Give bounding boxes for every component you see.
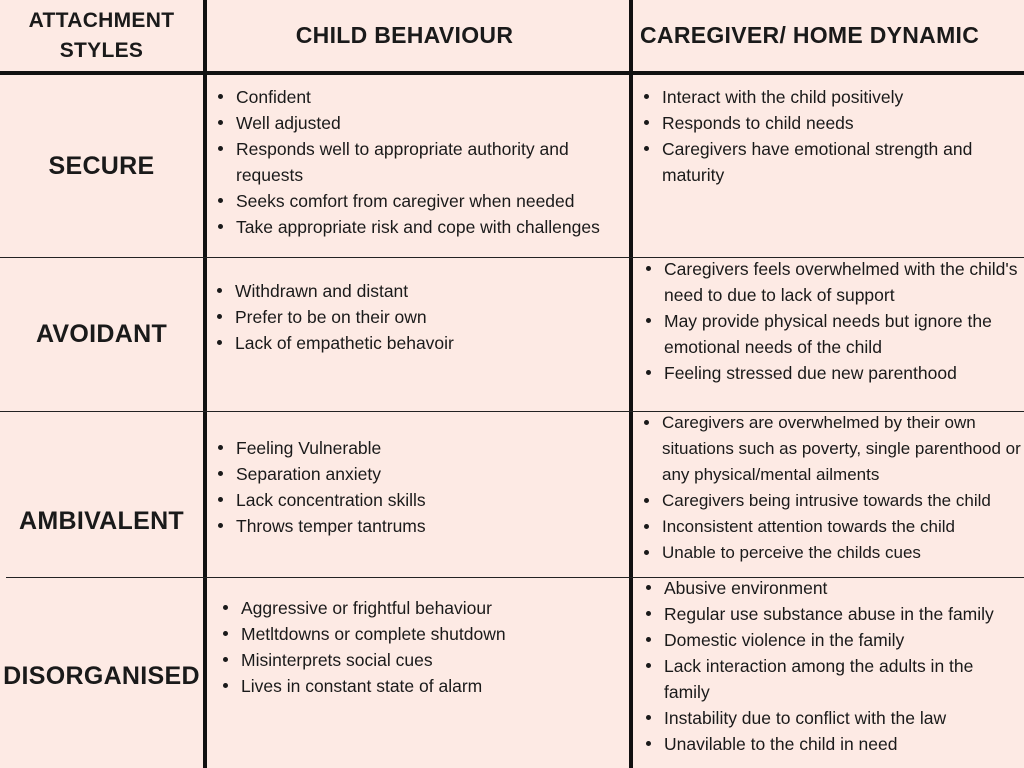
list-item: Lives in constant state of alarm: [220, 673, 625, 699]
list-item: Domestic violence in the family: [643, 627, 1013, 653]
list-item: Caregivers are overwhelmed by their own situations such as poverty, single parenthood or any physical/mental ailments: [641, 410, 1024, 488]
list-item: Responds to child needs: [641, 110, 1011, 136]
list-item: May provide physical needs but ignore the emotional needs of the child: [643, 308, 1019, 360]
list-item: Feeling Vulnerable: [215, 435, 627, 461]
disorganised-child-list: [220, 595, 625, 699]
list-item: Instability due to conflict with the law: [643, 705, 1013, 731]
row-label-avoidant: AVOIDANT: [35, 320, 168, 348]
avoidant-child-list: [214, 278, 626, 356]
list-item: Feeling stressed due new parenthood: [643, 360, 1019, 386]
secure-caregiver-list: [641, 84, 1011, 188]
header-child-behaviour: CHILD BEHAVIOUR: [295, 22, 514, 48]
list-item: Unable to perceive the childs cues: [641, 540, 1024, 566]
header-attachment-line1: ATTACHMENT: [28, 8, 175, 32]
row-label-disorganised: DISORGANISED: [3, 661, 200, 690]
avoidant-caregiver-list: [643, 256, 1019, 386]
list-item: Prefer to be on their own: [214, 304, 626, 330]
list-item: Well adjusted: [215, 110, 627, 136]
header-attachment-line2: STYLES: [59, 38, 144, 62]
list-item: Interact with the child positively: [641, 84, 1011, 110]
list-item: Lack concentration skills: [215, 487, 627, 513]
list-item: Caregivers have emotional strength and maturity: [641, 136, 1011, 188]
header-attachment-styles: [0, 0, 203, 71]
column-divider: [203, 0, 207, 768]
list-item: Metltdowns or complete shutdown: [220, 621, 625, 647]
list-item: Throws temper tantrums: [215, 513, 627, 539]
ambivalent-caregiver-list: [641, 410, 1024, 566]
list-item: Regular use substance abuse in the family: [643, 601, 1013, 627]
ambivalent-child-list: [215, 435, 627, 539]
row-label-ambivalent: AMBIVALENT: [18, 506, 185, 535]
list-item: Misinterprets social cues: [220, 647, 625, 673]
list-item: Caregivers being intrusive towards the child: [641, 488, 1024, 514]
list-item: Take appropriate risk and cope with challenges: [215, 214, 627, 240]
list-item: Separation anxiety: [215, 461, 627, 487]
list-item: Seeks comfort from caregiver when needed: [215, 188, 627, 214]
list-item: Confident: [215, 84, 627, 110]
disorganised-caregiver-list: [643, 575, 1013, 757]
row-label-secure: SECURE: [48, 151, 155, 180]
column-divider: [629, 0, 633, 768]
list-item: Caregivers feels overwhelmed with the child's need to due to lack of support: [643, 256, 1019, 308]
list-item: Responds well to appropriate authority and requests: [215, 136, 627, 188]
header-caregiver-home-dynamic: CAREGIVER/ HOME DYNAMIC: [640, 22, 980, 48]
list-item: Lack interaction among the adults in the family: [643, 653, 1013, 705]
list-item: Withdrawn and distant: [214, 278, 626, 304]
secure-child-list: [215, 84, 627, 240]
list-item: Unavilable to the child in need: [643, 731, 1013, 757]
list-item: Abusive environment: [643, 575, 1013, 601]
list-item: Inconsistent attention towards the child: [641, 514, 1024, 540]
list-item: Aggressive or frightful behaviour: [220, 595, 625, 621]
list-item: Lack of empathetic behavoir: [214, 330, 626, 356]
